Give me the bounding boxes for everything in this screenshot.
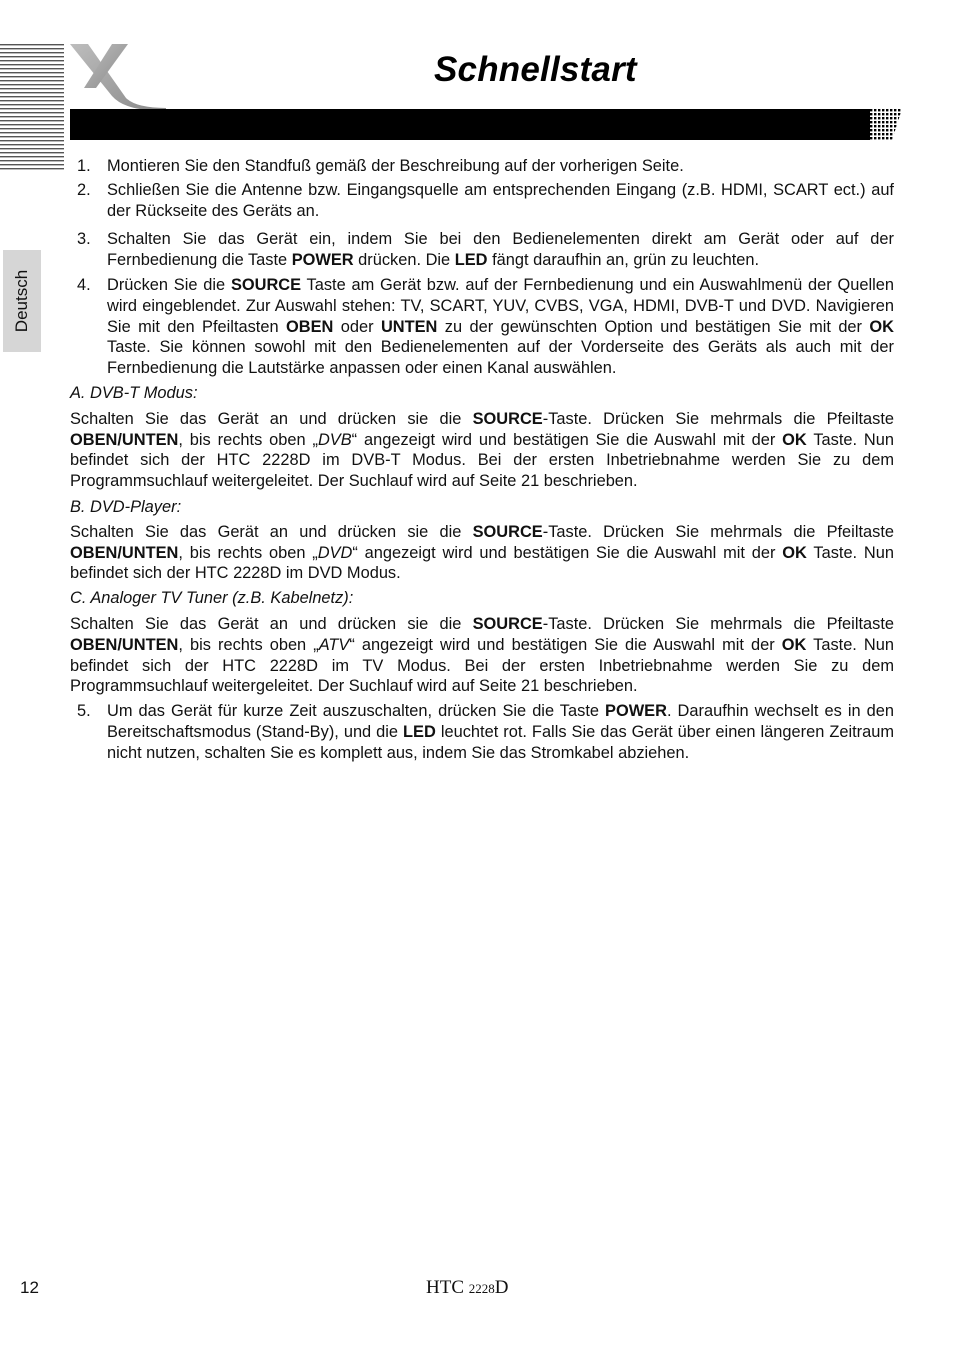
brand-x-logo — [66, 40, 172, 112]
step-1 — [70, 156, 894, 177]
subsection-heading-dvd: B. DVD-Player: — [70, 497, 182, 516]
step-number: 2. — [77, 180, 91, 199]
step-text: Um das Gerät für kurze Zeit auszuschalten, drücken Sie die Taste POWER. Daraufhin wechselt es in den Bereitschaftsmodus (Stand-By), und die LED leuchtet rot. Falls Sie das Gerät über einen längeren Zeitraum nicht nutzen, schalten Sie es komplett aus, indem Sie das Stromkabel abziehen. — [107, 702, 894, 762]
page-number: 12 — [20, 1278, 39, 1297]
step-number: 3. — [77, 230, 91, 249]
header-bar — [70, 109, 902, 140]
subsection-heading-dvbt: A. DVB-T Modus: — [70, 383, 198, 402]
step-text: Schließen Sie die Antenne bzw. Eingangsquelle am entsprechenden Eingang (z.B. HDMI, SCART ect.) auf der Rückseite des Geräts an. — [107, 180, 894, 220]
step-text: Montieren Sie den Standfuß gemäß der Beschreibung auf der vorherigen Seite. — [107, 157, 684, 175]
subsection-heading-atv: C. Analoger TV Tuner (z.B. Kabelnetz): — [70, 589, 354, 608]
step-5 — [70, 701, 894, 763]
step-number: 1. — [77, 157, 91, 175]
language-tab-label: Deutsch — [12, 269, 31, 333]
subsection-body-atv: Schalten Sie das Gerät an und drücken sie die SOURCE-Taste. Drücken Sie mehrmals die Pfeiltaste OBEN/UNTEN, bis rechts oben „ATV“ angezeigt wird und bestätigen Sie die Auswahl mit der OK Taste. Nun befindet sich der HTC 2228D im TV Modus. Bei der ersten Inbetriebnahme werden Sie zu dem Programmsuchlauf weitergeleitet. Der Suchlauf wird auf Seite 21 beschrieben. — [70, 614, 894, 696]
model-name: HTC 2228D — [426, 1277, 509, 1298]
language-tab — [3, 250, 41, 352]
stripe-decoration — [0, 44, 64, 172]
step-text: Schalten Sie das Gerät ein, indem Sie bei den Bedienelementen direkt am Gerät oder auf der Fernbedienung die Taste POWER drücken. Die LED fängt daraufhin an, grün zu leuchten. — [107, 230, 894, 270]
step-number: 4. — [77, 275, 91, 294]
step-text: Drücken Sie die SOURCE Taste am Gerät bzw. auf der Fernbedienung und ein Auswahlmenü der Quellen wird eingeblendet. Zur Auswahl stehen: TV, SCART, YUV, CVBS, VGA, HDMI, DVB-T und DVD. Navigieren Sie mit den Pfeiltasten OBEN oder UNTEN zu der gewünschten Option und bestätigen Sie mit der OK Taste. Sie können sowohl mit den Bedienelementen auf der Vorderseite des Geräts als auch mit der Fernbedienung die Lautstärke anpassen oder einen Kanal auswählen. — [107, 275, 895, 378]
instructions — [70, 156, 894, 764]
subsection-body-dvd: Schalten Sie das Gerät an und drücken sie die SOURCE-Taste. Drücken Sie mehrmals die Pfeiltaste OBEN/UNTEN, bis rechts oben „DVD“ angezeigt wird und bestätigen Sie die Auswahl mit der OK Taste. Nun befindet sich der HTC 2228D im DVD Modus. — [70, 522, 894, 583]
step-3 — [70, 229, 894, 271]
step-number: 5. — [77, 702, 91, 721]
subsection-body-dvbt: Schalten Sie das Gerät an und drücken sie die SOURCE-Taste. Drücken Sie mehrmals die Pfeiltaste OBEN/UNTEN, bis rechts oben „DVB“ angezeigt wird und bestätigen Sie die Auswahl mit der OK Taste. Nun befindet sich der HTC 2228D im DVB-T Modus. Bei der ersten Inbetriebnahme werden Sie zu dem Programmsuchlauf weitergeleitet. Der Suchlauf wird auf Seite 21 beschrieben. — [70, 409, 895, 491]
step-2 — [70, 180, 894, 222]
step-4 — [70, 275, 894, 379]
page-title: Schnellstart — [434, 50, 637, 89]
